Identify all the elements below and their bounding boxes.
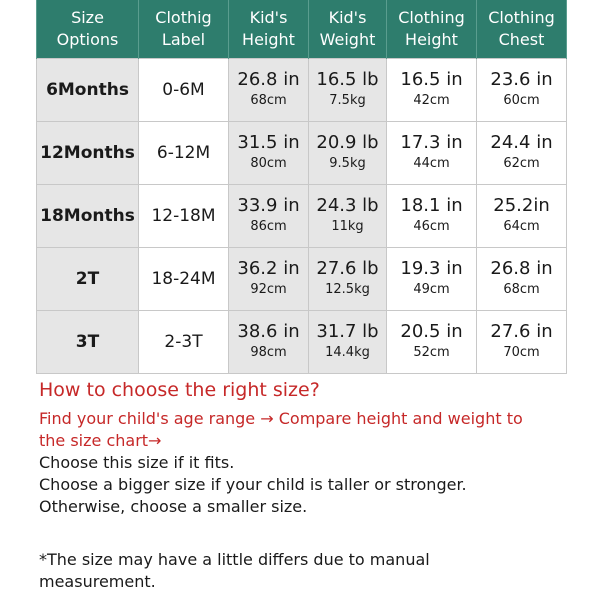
kid-weight-lb: 31.7 lb [316,321,379,342]
kid-weight-lb: 16.5 lb [316,69,379,90]
clothing-height-cell [387,311,477,374]
kid-weight-kg: 9.5kg [329,156,366,171]
clothing-label-cell [139,59,229,122]
table-row [37,122,567,185]
kid-weight-kg: 7.5kg [329,93,366,108]
clothing-chest-in: 27.6 in [490,321,553,342]
kid-height-in: 36.2 in [237,258,300,279]
clothing-height-cm: 42cm [413,93,450,108]
clothing-chest-in: 24.4 in [490,132,553,153]
kid-weight-cell [309,311,387,374]
size-option-cell [37,248,139,311]
size-guide-notes [39,378,569,593]
clothing-height-cell [387,185,477,248]
kid-weight-cell [309,59,387,122]
size-option: 3T [75,332,100,352]
size-option-cell [37,311,139,374]
clothing-label: 6-12M [156,143,211,163]
kid-weight-cell [309,185,387,248]
kid-weight-kg: 12.5kg [325,282,370,297]
table-row [37,311,567,374]
clothing-height-in: 18.1 in [400,195,463,216]
header-kid-height: Kid's Height [229,0,309,59]
kid-height-in: 31.5 in [237,132,300,153]
clothing-label: 2-3T [164,332,203,352]
clothing-chest-cell [477,248,567,311]
kid-height-cm: 68cm [250,93,287,108]
kid-weight-lb: 27.6 lb [316,258,379,279]
kid-weight-cell [309,122,387,185]
kid-height-in: 38.6 in [237,321,300,342]
size-option-cell [37,122,139,185]
clothing-height-cell [387,248,477,311]
clothing-chest-cell [477,311,567,374]
kid-weight-lb: 24.3 lb [316,195,379,216]
kid-height-in: 33.9 in [237,195,300,216]
size-option-cell [37,185,139,248]
clothing-chest-in: 25.2in [493,195,550,216]
clothing-chest-cell [477,122,567,185]
header-kid-weight: Kid's Weight [309,0,387,59]
clothing-chest-cm: 70cm [503,345,540,360]
kid-weight-cell [309,248,387,311]
clothing-height-in: 16.5 in [400,69,463,90]
clothing-height-cell [387,122,477,185]
clothing-chest-cm: 64cm [503,219,540,234]
kid-height-cell [229,311,309,374]
clothing-chest-in: 23.6 in [490,69,553,90]
clothing-height-cell [387,59,477,122]
guide-title: How to choose the right size? [39,379,320,401]
clothing-chest-cm: 68cm [503,282,540,297]
size-option: 2T [75,269,100,289]
clothing-height-cm: 44cm [413,156,450,171]
clothing-label: 12-18M [151,206,216,226]
kid-height-cell [229,59,309,122]
clothing-chest-in: 26.8 in [490,258,553,279]
size-option: 12Months [40,143,135,163]
guide-bigger-line: Choose a bigger size if your child is taller or stronger. [39,475,467,494]
guide-footnote-1: *The size may have a little differs due to manual [39,550,430,569]
clothing-label: 0-6M [162,80,205,100]
clothing-label: 18-24M [151,269,216,289]
clothing-label-cell [139,122,229,185]
kid-height-cell [229,248,309,311]
clothing-height-in: 19.3 in [400,258,463,279]
kid-height-in: 26.8 in [237,69,300,90]
clothing-chest-cell [477,185,567,248]
header-size-options: Size Options [37,0,139,59]
size-option-cell [37,59,139,122]
clothing-label-cell [139,248,229,311]
kid-weight-lb: 20.9 lb [316,132,379,153]
clothing-height-cm: 46cm [413,219,450,234]
guide-footnote-2: measurement. [39,572,156,591]
size-option: 18Months [40,206,135,226]
kid-height-cm: 80cm [250,156,287,171]
header-clothing-height: Clothing Height [387,0,477,59]
clothing-label-cell [139,185,229,248]
table-row [37,185,567,248]
clothing-height-cm: 52cm [413,345,450,360]
clothing-label-cell [139,311,229,374]
size-chart-table [36,0,567,374]
clothing-height-in: 20.5 in [400,321,463,342]
table-row [37,59,567,122]
clothing-chest-cm: 60cm [503,93,540,108]
guide-fit-line: Choose this size if it fits. [39,453,235,472]
header-clothing-label: Clothig Label [139,0,229,59]
clothing-chest-cm: 62cm [503,156,540,171]
table-header-row [37,0,567,59]
guide-step-line-2: the size chart→ [39,431,162,450]
kid-height-cm: 98cm [250,345,287,360]
kid-height-cell [229,185,309,248]
clothing-chest-cell [477,59,567,122]
kid-weight-kg: 14.4kg [325,345,370,360]
size-option: 6Months [46,80,129,100]
header-clothing-chest: Clothing Chest [477,0,567,59]
clothing-height-in: 17.3 in [400,132,463,153]
kid-height-cm: 92cm [250,282,287,297]
kid-height-cell [229,122,309,185]
kid-weight-kg: 11kg [331,219,364,234]
kid-height-cm: 86cm [250,219,287,234]
guide-step-line-1: Find your child's age range → Compare height and weight to [39,409,523,428]
guide-smaller-line: Otherwise, choose a smaller size. [39,497,308,516]
clothing-height-cm: 49cm [413,282,450,297]
table-row [37,248,567,311]
